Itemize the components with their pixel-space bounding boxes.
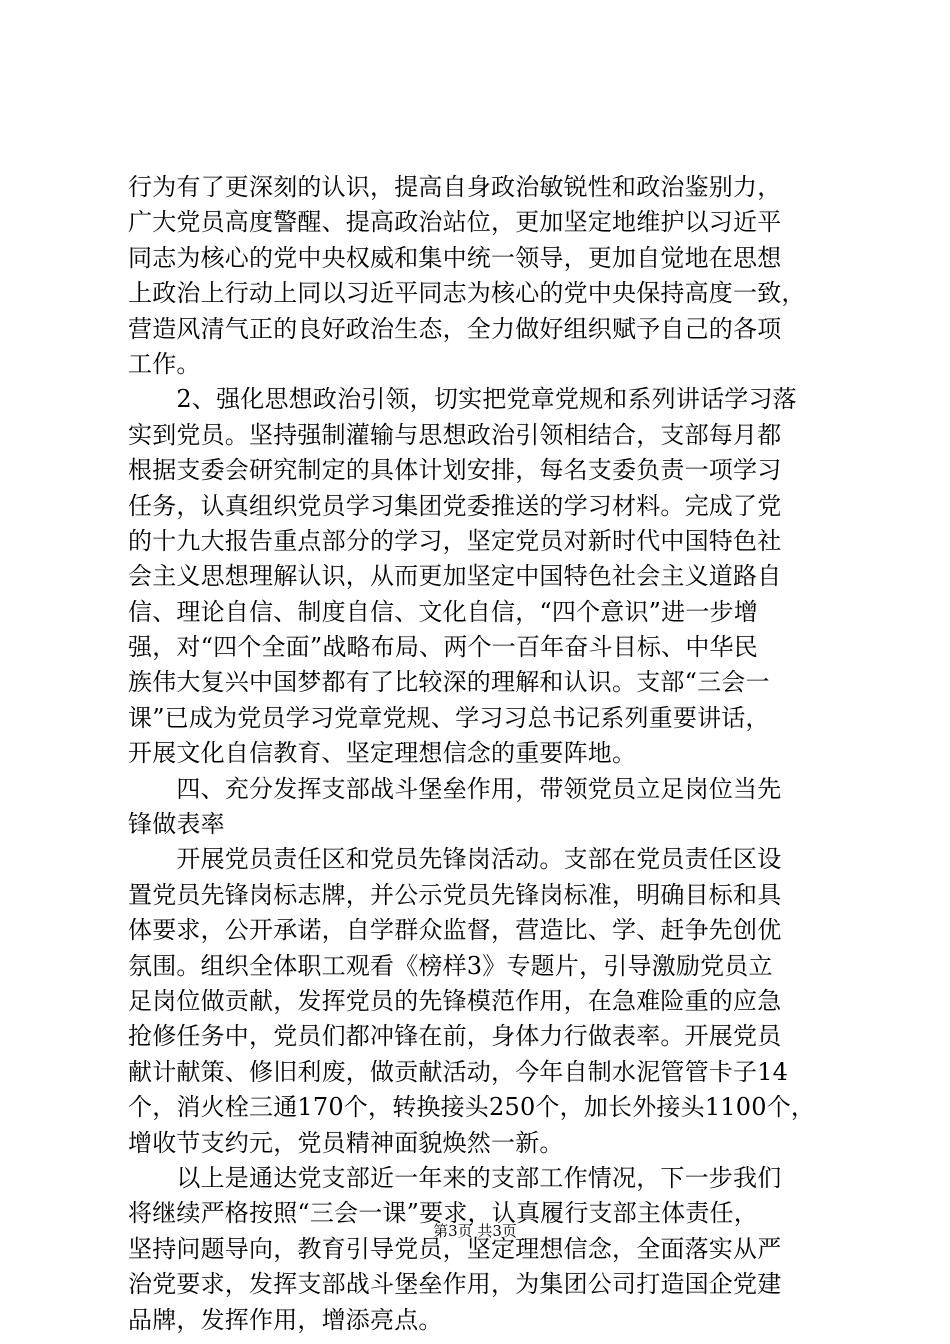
text-line: 四、充分发挥支部战斗堡垒作用，带领党员立足岗位当先 [128,774,782,803]
text-line: 课”已成为党员学习党章党规、学习习总书记系列重要讲话， [128,703,770,732]
text-line: 增收节支约元，党员精神面貌焕然一新。 [128,1128,564,1157]
text-line: 以上是通达党支部近一年来的支部工作情况，下一步我们 [128,1163,782,1192]
page-footer [0,1220,950,1241]
text-line: 行为有了更深刻的认识，提高自身政治敏锐性和政治鉴别力， [128,173,782,201]
text-line: 坚持问题导向，教育引导党员，坚定理想信念，全面落实从严 [128,1234,782,1263]
text-line: 信、理论自信、制度自信、文化自信，“四个意识”进一步增 [128,597,758,626]
text-line: 将继续严格按照“三会一课”要求，认真履行支部主体责任， [128,1199,758,1228]
page-number: 第3页 共3页 [433,1222,517,1240]
text-line: 氛围。组织全体职工观看《榜样3》专题片，引导激励党员立 [128,951,773,980]
text-line: 抢修任务中，党员们都冲锋在前，身体力行做表率。开展党员 [128,1022,782,1051]
text-line: 开展文化自信教育、坚定理想信念的重要阵地。 [128,739,637,768]
text-line: 足岗位做贡献，发挥党员的先锋模范作用，在急难险重的应急 [128,986,782,1015]
text-line: 任务，认真组织党员学习集团党委推送的学习材料。完成了党 [128,491,782,520]
text-line: 上政治上行动上同以习近平同志为核心的党中央保持高度一致， [128,279,806,308]
text-line: 个，消火栓三通170个，转换接头250个，加长外接头1100个， [128,1093,816,1122]
text-line: 同志为核心的党中央权威和集中统一领导，更加自觉地在思想 [128,243,782,272]
text-line: 锋做表率 [128,810,225,839]
text-line: 治党要求，发挥支部战斗堡垒作用，为集团公司打造国企党建 [128,1270,782,1299]
text-line: 根据支委会研究制定的具体计划安排，每名支委负责一项学习 [128,456,782,485]
text-line: 开展党员责任区和党员先锋岗活动。支部在党员责任区设 [128,845,782,874]
text-line: 强，对“四个全面”战略布局、两个一百年奋斗目标、中华民 [128,633,758,662]
text-line: 献计献策、修旧利废，做贡献活动，今年自制水泥管管卡子14 [128,1057,789,1086]
text-line: 的十九大报告重点部分的学习，坚定党员对新时代中国特色社 [128,526,782,555]
text-line: 营造风清气正的良好政治生态，全力做好组织赋予自己的各项 [128,314,782,343]
text-line: 工作。 [128,349,201,378]
text-line: 品牌，发挥作用，增添亮点。 [128,1305,443,1334]
text-line: 2、强化思想政治引领，切实把党章党规和系列讲话学习落 [128,385,797,414]
text-line: 实到党员。坚持强制灌输与思想政治引领相结合，支部每月都 [128,420,782,449]
text-line: 置党员先锋岗标志牌，并公示党员先锋岗标准，明确目标和具 [128,880,782,909]
body-text [128,170,838,1338]
text-line: 族伟大复兴中国梦都有了比较深的理解和认识。支部“三会一 [128,668,770,697]
text-line: 广大党员高度警醒、提高政治站位，更加坚定地维护以习近平 [128,208,782,237]
text-line: 体要求，公开承诺，自学群众监督，营造比、学、赶争先创优 [128,916,782,945]
text-line: 会主义思想理解认识，从而更加坚定中国特色社会主义道路自 [128,562,782,591]
